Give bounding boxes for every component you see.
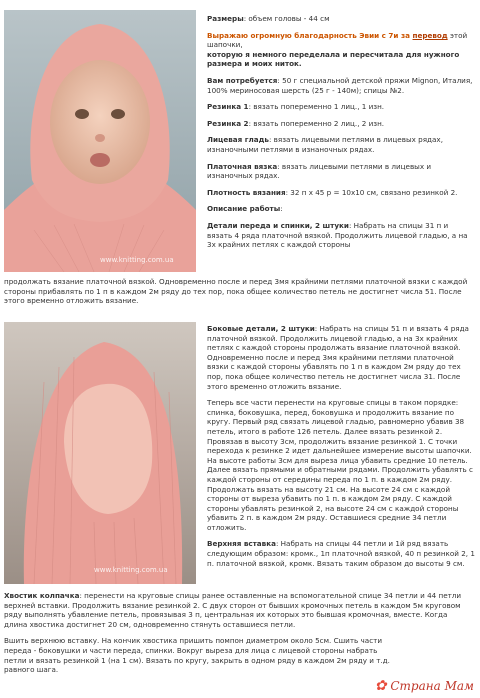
materials-label: Вам потребуется bbox=[207, 75, 278, 85]
bottom-photo bbox=[4, 322, 196, 584]
finishing-paragraph: Вшить верхнюю вставку. На кончик хвостика пришить помпон диаметром около 5см. Сшить части переда - боковушки и части переда, спинки. Вокруг выреза для лица с лицевой стороны набрать петли и вязать резинкой 1 (на 1 см). Вязать по кругу, закрыть в одном ряду в каждом 2м ряду и т.д. равного шага. bbox=[4, 636, 390, 675]
logo-mark-icon: ✿ bbox=[374, 678, 387, 694]
top-insert-paragraph bbox=[207, 539, 475, 568]
gauge-label: Плотность вязания bbox=[207, 187, 286, 197]
top-text-column bbox=[207, 14, 475, 250]
size-value: : объем головы - 44 см bbox=[243, 14, 330, 23]
rib1-value: : вязать попеременно 1 лиц., 1 изн. bbox=[248, 102, 385, 112]
thanks-rest: этой шапочки bbox=[207, 30, 468, 50]
rib1-label: Резинка 1 bbox=[207, 102, 249, 112]
tail-value: : перенести на круговые спицы ранее оставленные на вспомогательной спице 34 петли и 44 петли верхней вставки. Продолжить вязание резинкой 2. С двух сторон от бывших кромочных петель в каждом 5м круговом ряду выполнять убавление петель, провязывая 3 п, центральная их которых это бывшая кромочная, вместе. Когда длина хвостика достигнет 20 см, одновременно стянуть оставшиеся петли. bbox=[4, 591, 462, 629]
thanks-text: Выражаю огромную благодарность Эвии с 7и за bbox=[207, 30, 413, 40]
side-parts-paragraph bbox=[207, 324, 475, 391]
garter-value: : вязать лицевыми петлями в лицевых и изнаночных рядах. bbox=[207, 161, 432, 181]
gauge-paragraph bbox=[207, 188, 475, 198]
description-heading: Описание работы: bbox=[207, 204, 283, 214]
stockinette-value: : вязать лицевыми петлями в лицевых рядах, изнаночными петлями в изнаночных рядах. bbox=[207, 135, 443, 154]
bottom-wide-section bbox=[4, 591, 472, 682]
front-back-paragraph bbox=[207, 221, 475, 250]
gauge-value: : 32 п x 45 р = 10x10 см, связано резинкой 2. bbox=[285, 187, 458, 197]
front-back-continued: продолжать вязание платочной вязкой. Одновременно после и перед 3мя крайними петлями платочной вязки с каждой стороны прибавлять по 1 п в каждом 2м ряду до тех пор, пока общее количество петель не достигнет числа 51. После этого временно отложить вязание. bbox=[4, 277, 468, 306]
stockinette-label: Лицевая гладь bbox=[207, 135, 269, 145]
translation-link[interactable]: перевод bbox=[412, 30, 448, 40]
rib1-paragraph bbox=[207, 102, 475, 112]
rib2-label: Резинка 2 bbox=[207, 118, 249, 128]
rib2-paragraph bbox=[207, 119, 475, 129]
side-parts-label: Боковые детали, 2 штуки bbox=[207, 324, 315, 333]
front-back-value: : Набрать на спицы 31 п и вязать 4 ряда платочной вязкой. Продолжить лицевой гладью, а на 3х крайних петлях с каждой стороны bbox=[207, 220, 468, 250]
rib2-value: : вязать попеременно 2 лиц., 2 изн. bbox=[248, 118, 385, 128]
bottom-text-column bbox=[207, 324, 475, 568]
site-logo bbox=[375, 678, 474, 694]
logo-text: Страна Мам bbox=[390, 679, 474, 693]
top-insert-value: : Набрать на спицы 44 петли и 1й ряд вязать следующим образом: кромк., 1п платочной вязкой, 40 п резинкой 2, 1 п. платочной вязкой, кромк. Вязать таким образом до высоты 9 см. bbox=[207, 539, 475, 568]
top-insert-label: Верхняя вставка bbox=[207, 539, 276, 549]
thanks-paragraph: Выражаю огромную благодарность Эвии с 7и за перевод этой шапочки, которую я немного переделала и пересчитала для нужного размера и моих ниток. bbox=[207, 30, 468, 69]
tail-paragraph bbox=[4, 591, 472, 629]
garter-paragraph bbox=[207, 162, 475, 181]
top-photo bbox=[4, 10, 196, 272]
materials-paragraph bbox=[207, 76, 475, 95]
tail-label: Хвостик колпачка bbox=[4, 591, 80, 600]
size-paragraph bbox=[207, 14, 475, 24]
front-back-label: Детали переда и спинки, 2 штуки bbox=[207, 220, 349, 230]
materials-value: : 50 г специальной детской пряжи Mignon, Италия, 100% мериносовая шерсть (25 г - 140м); спицы №2. bbox=[207, 75, 473, 95]
bottom-photo-watermark: www.knitting.com.ua bbox=[94, 566, 168, 574]
thanks-line2: которую я немного переделала и пересчитала для нужного размера и моих ниток. bbox=[207, 49, 460, 69]
assembly-paragraph: Теперь все части перенести на круговые спицы в таком порядке: спинка, боковушка, перед, боковушка и продолжить вязание по кругу. Первый ряд связать лицевой гладью, равномерно убавив 38 петель, итого в работе 126 петель. Далее вязать резинкой 2. Провязав в высоту 3см, продолжить вязание резинкой 1. С точки перехода к резинке 2 идет дальнейшее измерение высоты шапочки. На высоте работы 3см для выреза лица убавить средние 10 петель. Далее вязать прямыми и обратными рядами. Продолжить убавлять с каждой стороны от середины переда по 1 п. в каждом 2м ряду. Продолжать вязать на высоту 21 см. На высоте 24 см с каждой стороны от выреза убавить по 1 п. в каждом 2м ряду. С каждой стороны убавлять резинкой 2, на высоте 24 см с каждой стороны убавить 2 п. в каждом 2м ряду. Оставшиеся средние 34 петли отложить. bbox=[207, 398, 473, 532]
size-label: Размеры bbox=[207, 14, 244, 23]
side-parts-value: : Набрать на спицы 51 п и вязать 4 ряда платочной вязкой. Продолжить лицевой гладью, а на 3х крайних петлях с каждой стороны продолжать вязание платочной вязкой. Одновременно после и перед 3мя крайними петлями платочной вязки с каждой стороны убавлять по 1 п в каждом 2м ряду до тех пор, пока общее количество петель не достигнет числа 31. После этого временно отложить вязание. bbox=[207, 324, 469, 391]
top-photo-watermark: www.knitting.com.ua bbox=[100, 256, 174, 264]
garter-label: Платочная вязка bbox=[207, 161, 278, 171]
stockinette-paragraph bbox=[207, 135, 475, 154]
